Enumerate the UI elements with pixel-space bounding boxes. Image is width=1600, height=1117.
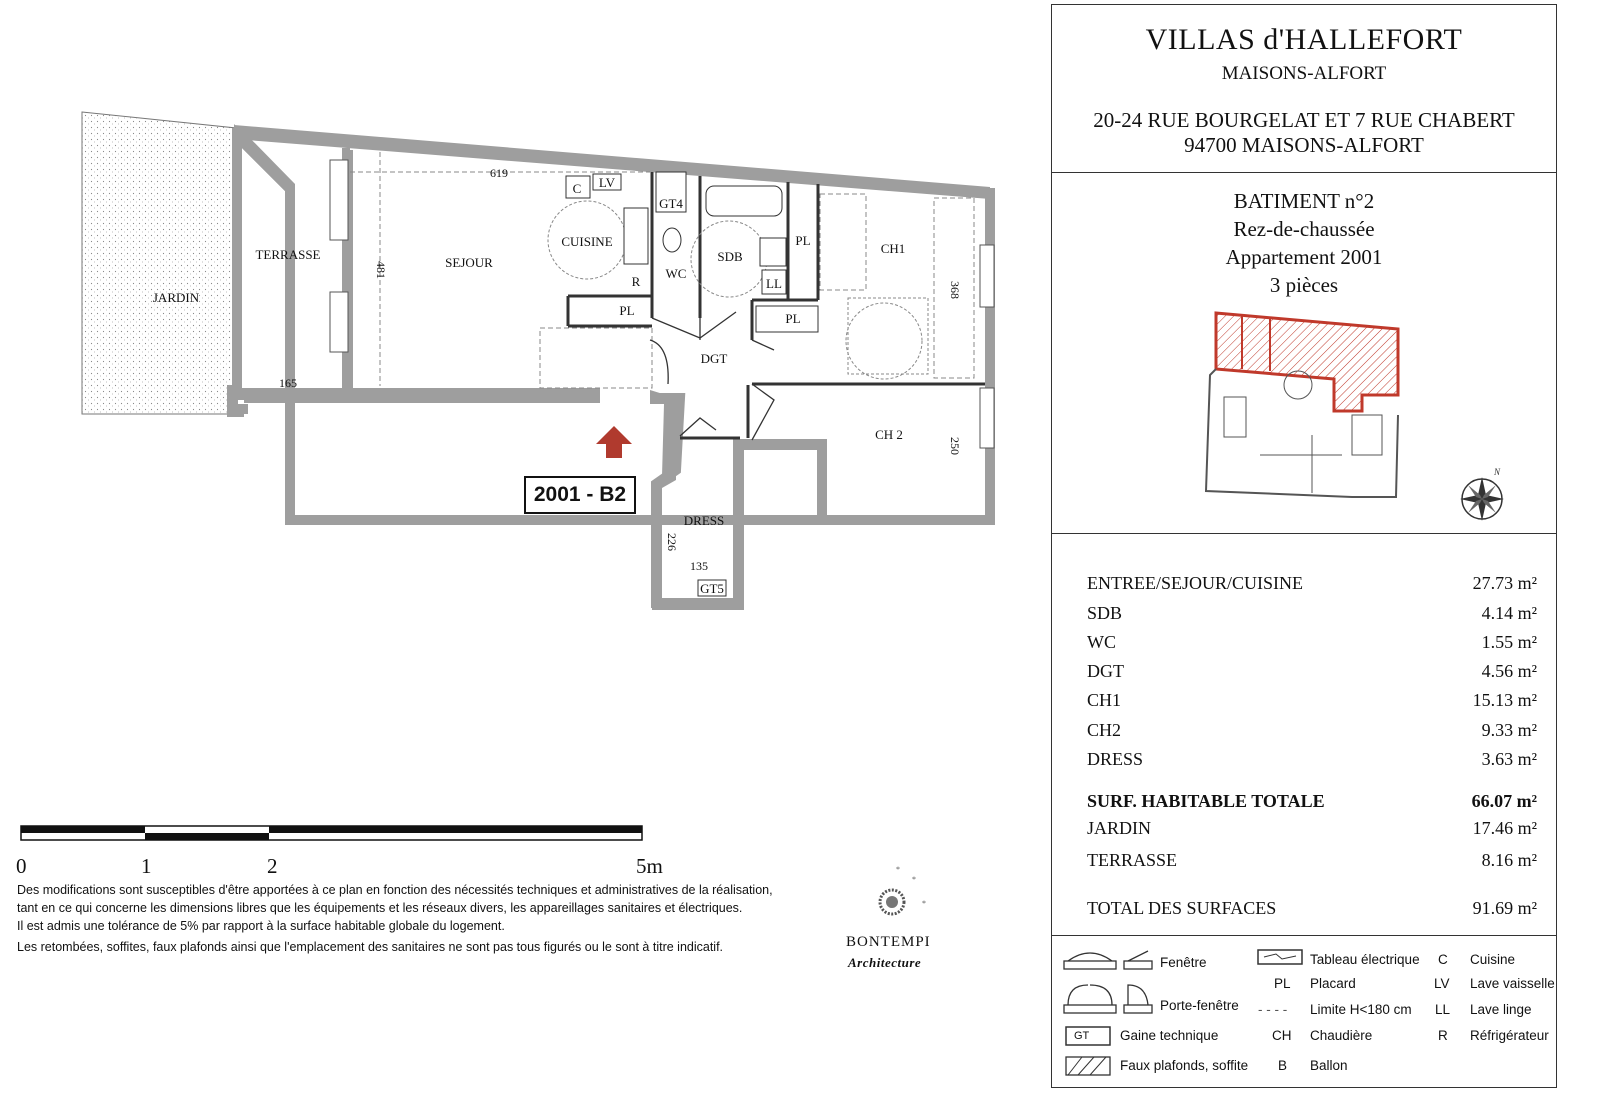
legend-c: Cuisine (1470, 952, 1516, 967)
apartment-number: Appartement 2001 (1225, 245, 1383, 269)
compass-icon (1452, 465, 1512, 529)
project-city: MAISONS-ALFORT (1221, 63, 1387, 84)
svg-text:*: * (896, 866, 900, 874)
dim-250: 250 (948, 437, 962, 455)
legend-lv: Lave vaisselle (1470, 976, 1555, 991)
disclaimer-line-3: Il est admis une tolérance de 5% par rapport à la surface habitable globale du logement. (17, 919, 505, 933)
door-terrace-2 (330, 292, 348, 352)
sink (760, 238, 786, 266)
legend-dash-icon: - - - - (1258, 1002, 1288, 1017)
extra-row (1087, 818, 1537, 839)
surface-value: 4.14 m² (1481, 603, 1537, 623)
building-number: BATIMENT n°2 (1233, 189, 1375, 213)
architect-logo-icon (868, 866, 938, 930)
wall-dress-right (734, 440, 744, 610)
scale-bar (21, 826, 642, 840)
surface-label: ENTREE/SEJOUR/CUISINE (1087, 573, 1303, 593)
architect-sub: Architecture (848, 955, 922, 970)
label-ch1: CH1 (880, 241, 906, 256)
info-panel (1051, 4, 1557, 1088)
legend-ll-abbr: LL (1435, 1002, 1451, 1017)
label-cuisine: CUISINE (561, 234, 613, 249)
address-line-1: 20-24 RUE BOURGELAT ET 7 RUE CHABERT (1093, 108, 1515, 132)
label-ll: LL (766, 276, 782, 291)
label-lv: LV (598, 175, 616, 190)
ch1-circle (846, 303, 922, 379)
grand-total-value: 91.69 m² (1472, 898, 1537, 918)
disclaimer-line-1: Des modifications sont susceptibles d'être apportées à ce plan en fonction des nécessités techniques et administratives de la réalisation, (17, 883, 773, 897)
legend-ll: Lave linge (1470, 1002, 1532, 1017)
label-dress: DRESS (683, 513, 725, 528)
legend-gt-symbol: GT (1074, 1030, 1090, 1042)
dim-165: 165 (279, 376, 297, 390)
label-r: R (631, 274, 641, 289)
label-dgt: DGT (700, 351, 728, 366)
surface-value: 1.55 m² (1481, 632, 1537, 652)
extra-label: TERRASSE (1087, 850, 1178, 870)
window-ch1 (980, 245, 994, 307)
surface-value: 3.63 m² (1481, 749, 1537, 769)
surface-label: WC (1087, 632, 1116, 652)
surface-label: DRESS (1087, 749, 1144, 769)
right-wall (985, 188, 995, 524)
legend-b-abbr: B (1278, 1058, 1288, 1073)
surface-value: 15.13 m² (1472, 690, 1537, 710)
label-pl-kitchen: PL (619, 303, 635, 318)
bathtub (706, 186, 782, 216)
extra-label: JARDIN (1087, 818, 1152, 838)
legend-r-abbr: R (1438, 1028, 1448, 1043)
door-terrace-1 (330, 160, 348, 240)
extra-value: 17.46 m² (1472, 818, 1537, 838)
label-gt4: GT4 (659, 196, 683, 211)
architect-name: BONTEMPI (846, 934, 931, 950)
dim-135: 135 (690, 559, 708, 573)
dim-481: 481 (374, 261, 388, 279)
legend-ch: Chaudière (1310, 1028, 1373, 1043)
extra-value: 8.16 m² (1481, 850, 1537, 870)
legend-gaine: Gaine technique (1120, 1028, 1219, 1043)
project-name: VILLAS d'HALLEFORT (1145, 23, 1463, 56)
surface-label: DGT (1087, 661, 1124, 681)
legend-r: Réfrigérateur (1470, 1028, 1549, 1043)
legend-pl-abbr: PL (1274, 976, 1291, 991)
room-count: 3 pièces (1269, 273, 1339, 297)
surface-row (1087, 720, 1537, 741)
habitable-total-row (1087, 791, 1537, 812)
label-c: C (572, 181, 582, 196)
legend-lv-abbr: LV (1434, 976, 1450, 991)
label-pl-dgt: PL (785, 311, 801, 326)
scale-label-5: 5m (636, 854, 663, 878)
label-pl-sdb: PL (795, 233, 811, 248)
surface-row (1087, 690, 1537, 711)
legend-fenetre: Fenêtre (1160, 955, 1207, 970)
surface-row (1087, 573, 1537, 594)
label-sdb: SDB (717, 249, 743, 264)
svg-text:*: * (922, 899, 926, 908)
disclaimer-line-2: tant en ce qui concerne les dimensions libres que les équipements et les réseaux divers, les appareillages sanitaires et électriques. (17, 901, 743, 915)
electrical-panel-icon (1256, 947, 1306, 967)
surface-value: 9.33 m² (1481, 720, 1537, 740)
surface-value: 4.56 m² (1481, 661, 1537, 681)
surface-label: SDB (1087, 603, 1123, 623)
wall-dress-left (652, 484, 662, 610)
window-ch2 (980, 388, 994, 448)
surface-row (1087, 603, 1537, 624)
extra-row (1087, 850, 1537, 871)
compass-north: N (1494, 467, 1501, 477)
unit-tag: 2001 - B2 (524, 476, 636, 514)
disclaimer-line-4: Les retombées, soffites, faux plafonds ainsi que l'emplacement des sanitaires ne sont pas tous figurés ou le sont à titre indicatif. (17, 940, 724, 954)
building-level: Rez-de-chaussée (1233, 217, 1375, 241)
grand-total-row (1087, 898, 1537, 919)
scale-label-1: 1 (141, 854, 152, 878)
surface-value: 27.73 m² (1472, 573, 1537, 593)
legend-ch-abbr: CH (1272, 1028, 1292, 1043)
legend-b: Ballon (1310, 1058, 1348, 1073)
surface-label: CH2 (1087, 720, 1122, 740)
legend-c-abbr: C (1438, 952, 1448, 967)
label-sejour: SEJOUR (445, 255, 493, 270)
surface-row (1087, 749, 1537, 770)
dim-226: 226 (665, 533, 679, 551)
dim-368: 368 (948, 281, 962, 299)
legend-pl: Placard (1310, 976, 1356, 991)
legend-tableau: Tableau électrique (1310, 952, 1420, 967)
legend-porte-fenetre: Porte-fenêtre (1160, 998, 1239, 1013)
svg-text:*: * (912, 875, 916, 884)
dim-619: 619 (490, 166, 508, 180)
label-jardin: JARDIN (152, 290, 200, 305)
key-plan (1202, 305, 1412, 505)
entrance-arrow (596, 426, 632, 458)
label-wc: WC (665, 266, 687, 281)
toilet (663, 228, 681, 252)
grand-total-label: TOTAL DES SURFACES (1087, 898, 1277, 918)
address-line-2: 94700 MAISONS-ALFORT (1184, 133, 1424, 157)
surface-row (1087, 632, 1537, 653)
scale-label-0: 0 (16, 854, 27, 878)
bottom-wall-ch2 (820, 515, 995, 525)
habitable-total-label: SURF. HABITABLE TOTALE (1087, 791, 1325, 811)
habitable-total-value: 66.07 m² (1471, 791, 1537, 811)
surface-row (1087, 661, 1537, 682)
legend-limite: Limite H<180 cm (1310, 1002, 1412, 1017)
kitchen-sink (624, 208, 648, 264)
garden-area (82, 112, 236, 414)
label-terrasse: TERRASSE (255, 247, 321, 262)
scale-label-2: 2 (267, 854, 278, 878)
surface-label: CH1 (1087, 690, 1122, 710)
legend-faux-plafonds: Faux plafonds, soffite (1120, 1058, 1249, 1073)
label-gt5: GT5 (700, 581, 724, 596)
label-ch2: CH 2 (875, 427, 903, 442)
